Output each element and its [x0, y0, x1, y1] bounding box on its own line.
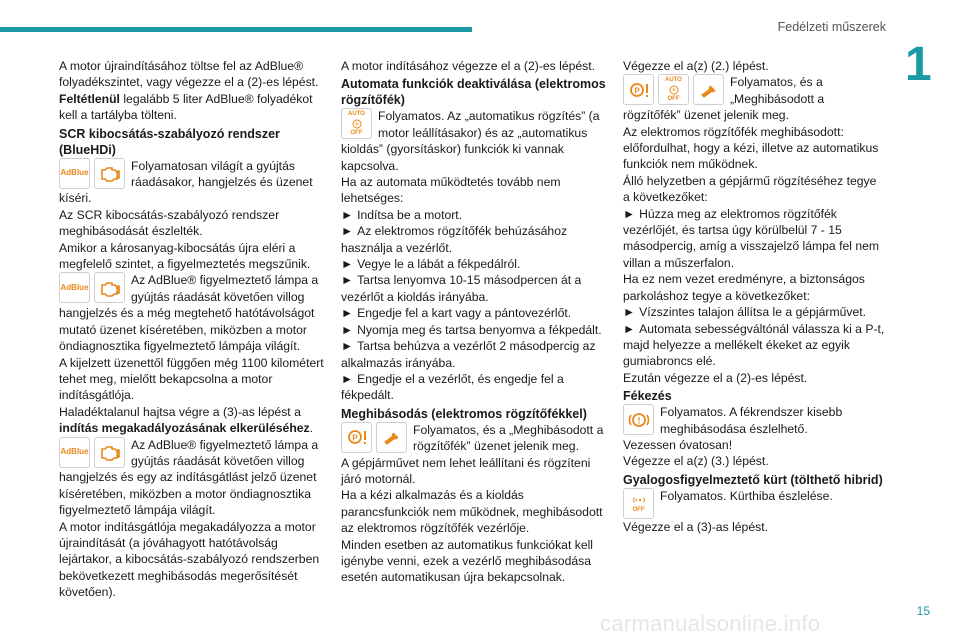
emphasis: indítás megakadályozásának elkerüléséhez	[59, 421, 310, 436]
paragraph: Az SCR kibocsátás-szabályozó rendszer meghibásodását észlelték.	[59, 207, 280, 239]
paragraph: Végezze el a(z) (3.) lépést.	[623, 454, 769, 469]
paragraph: A gépjárművet nem lehet leállítani és rögzíteni járó motornál.	[341, 455, 591, 486]
warning-block	[59, 272, 324, 354]
paragraph: A motor újraindításához töltse fel az AdBlue® folyadékszintet, vagy végezze el a (2)-es lépést.	[59, 59, 319, 90]
engine-icon	[94, 437, 125, 468]
section-title: Fedélzeti műszerek	[777, 20, 886, 34]
list-item: ► Vegye le a lábát a fékpedálról.	[341, 257, 521, 272]
paragraph: Ha a kézi alkalmazás és a kioldás parancsfunkciók nem működnek, meghibásodott az elektromos rögzítőfék vezérlője.	[341, 488, 603, 536]
warning-text: Folyamatos. Az „automatikus rögzítés” (a motor leállításakor) és az „automatikus kioldás” (gyorsításkor) funkciók ki vannak kapcsolva.	[341, 109, 600, 173]
text: Haladéktalanul hajtsa végre a (3)-as lépést a	[59, 404, 301, 419]
paragraph: Végezze el a (3)-as lépést.	[623, 519, 768, 534]
list-item: ► Húzza meg az elektromos rögzítőfék vezérlőjét, és tartsa úgy körülbelül 7 - 15 másodpercig, amíg a visszajelző lámpa fel nem villan a műszerfalon.	[623, 206, 880, 270]
paragraph	[59, 404, 324, 437]
warning-text: Folyamatos, és a „Meghibásodott a rögzítőfék” üzenet jelenik meg.	[413, 422, 604, 454]
list-item: ► Az elektromos rögzítőfék behúzásához használja a vezérlőt.	[341, 224, 568, 255]
warning-text: Folyamatosan világít a gyújtás ráadásakor, hangjelzés és üzenet kíséri.	[59, 158, 313, 206]
paragraph: Álló helyzetben a gépjármű rögzítéséhez tegye a következőket:	[623, 173, 877, 205]
svg-text:P: P	[671, 87, 676, 93]
icon-group	[59, 158, 125, 189]
paragraph: Végezze el a(z) (2.) lépést.	[623, 59, 769, 73]
parking-brake-warning-icon	[341, 422, 372, 453]
brake-icon	[623, 404, 654, 435]
paragraph: A motor indításához végezze el a (2)-es lépést.	[341, 59, 596, 73]
svg-text:P: P	[351, 433, 358, 443]
list-item: ► Tartsa behúzva a vezérlőt 2 másodpercig az alkalmazás irányába.	[341, 339, 596, 370]
heading-scr: SCR kibocsátás-szabályozó rendszer (BlueHDi)	[59, 126, 280, 157]
icon-group	[341, 108, 372, 139]
paragraph: Ha az automata működtetés tovább nem lehetséges:	[341, 175, 561, 206]
icon-group	[59, 272, 125, 303]
paragraph: Vezessen óvatosan!	[623, 437, 733, 452]
icon-group	[623, 74, 724, 105]
column-1	[59, 58, 324, 601]
paragraph: Ezután végezze el a (2)-es lépést.	[623, 370, 808, 385]
warning-block	[59, 437, 324, 519]
column-2	[341, 58, 606, 586]
icon-group	[59, 437, 125, 468]
page-number: 15	[916, 604, 930, 618]
warning-block	[623, 74, 885, 123]
list-item: ► Engedje fel a kart vagy a pántovezérlőt.	[341, 306, 572, 321]
warning-block	[341, 422, 606, 455]
watermark: carmanualsonline.info	[600, 611, 821, 636]
paragraph: Ha ez nem vezet eredményre, a biztonságos parkoláshoz tegye a következőket:	[623, 272, 865, 303]
adblue-icon: AdBlue	[59, 272, 90, 303]
svg-text:P: P	[633, 86, 640, 96]
icon-group	[623, 488, 654, 519]
list-item: ► Vízszintes talajon állítsa le a gépjárművet.	[623, 305, 867, 320]
warning-block	[341, 108, 606, 174]
paragraph: Minden esetben az automatikus funkciókat kell igénybe venni, ezek a vezérlő meghibásodása esetén automatikusan újra bekapcsolnak.	[341, 537, 594, 585]
text: .	[309, 421, 314, 436]
text: legalább 5 liter AdBlue® folyadékot kell a tartályba tölteni.	[59, 91, 313, 123]
auto-off-icon: AUTO P OFF	[658, 74, 689, 105]
warning-text: Folyamatos. Kürthiba észlelése.	[660, 488, 833, 503]
warning-block	[623, 488, 885, 519]
paragraph: Amikor a károsanyag-kibocsátás újra eléri a megfelelő szintet, a figyelmeztetés megszűnik.	[59, 240, 311, 272]
wrench-icon	[376, 422, 407, 453]
svg-text:P: P	[354, 121, 359, 127]
warning-text: Az AdBlue® figyelmeztető lámpa a gyújtás ráadását követően villog hangjelzés és a még megtehető hatótávolságot mutató üzenet kíséretében, miközben a motor öndiagnosztika figyelmeztető lámpája világít.	[59, 273, 319, 354]
list-item: ► Engedje el a vezérlőt, és engedje fel a fékpedált.	[341, 371, 564, 403]
warning-text: Az AdBlue® figyelmeztető lámpa a gyújtás ráadását követően villog hangjelzés és egy az indításgátlást jelző üzenet kíséretében, miközben a motor öndiagnosztika figyelmeztető lámpája világít.	[59, 437, 319, 518]
parking-brake-warning-icon	[623, 74, 654, 105]
heading-malfunction: Meghibásodás (elektromos rögzítőfékkel)	[341, 406, 587, 421]
wrench-icon	[693, 74, 724, 105]
list-item: ► Automata sebességváltónál válassza ki a P-t, majd helyezze a mellékelt ékeket az egyik gumiabroncs elé.	[623, 321, 885, 369]
warning-text: Folyamatos. A fékrendszer kisebb meghibásodása észlelhető.	[660, 405, 843, 436]
icon-group	[623, 404, 654, 435]
paragraph: Az elektromos rögzítőfék meghibásodott: előfordulhat, hogy a kézi, illetve az automatikus funkciók nem működnek.	[623, 124, 879, 172]
pedestrian-horn-off-icon: OFF	[623, 488, 654, 519]
emphasis: Feltétlenül	[59, 91, 120, 106]
warning-block	[59, 158, 324, 207]
adblue-icon: AdBlue	[59, 158, 90, 189]
engine-icon	[94, 272, 125, 303]
warning-text: Folyamatos, és a „Meghibásodott a rögzítőfék” üzenet jelenik meg.	[623, 75, 825, 123]
auto-off-icon: AUTO P OFF	[341, 108, 372, 139]
adblue-icon: AdBlue	[59, 437, 90, 468]
icon-group	[341, 422, 407, 453]
list-item: ► Tartsa lenyomva 10-15 másodpercen át a vezérlőt a kioldás irányába.	[341, 273, 582, 304]
column-3	[623, 58, 885, 535]
heading-pedestrian-horn: Gyalogosfigyelmeztető kürt (tölthető hibrid)	[623, 472, 883, 487]
heading-auto-functions: Automata funkciók deaktiválása (elektromos rögzítőfék)	[341, 77, 606, 108]
svg-text:!: !	[637, 415, 640, 426]
warning-block	[623, 404, 885, 437]
paragraph: A kijelzett üzenettől függően még 1100 kilométert tehet meg, mielőtt bekapcsolna a motor indításgátlója.	[59, 355, 324, 403]
step-list	[341, 207, 606, 404]
paragraph	[59, 91, 324, 124]
chapter-number: 1	[905, 38, 932, 91]
list-item: ► Nyomja meg és tartsa benyomva a fékpedált.	[341, 322, 602, 337]
list-item: ► Indítsa be a motort.	[341, 207, 463, 222]
paragraph: A motor indításgátlója megakadályozza a motor újraindítását (a jóváhagyott hatótávolság lejártakor, a kibocsátás-szabályozó rendszerben bekövetkezett meghibásodás megerősítését követően).	[59, 519, 320, 600]
engine-icon	[94, 158, 125, 189]
header-accent-bar	[0, 27, 472, 32]
heading-braking: Fékezés	[623, 389, 672, 404]
